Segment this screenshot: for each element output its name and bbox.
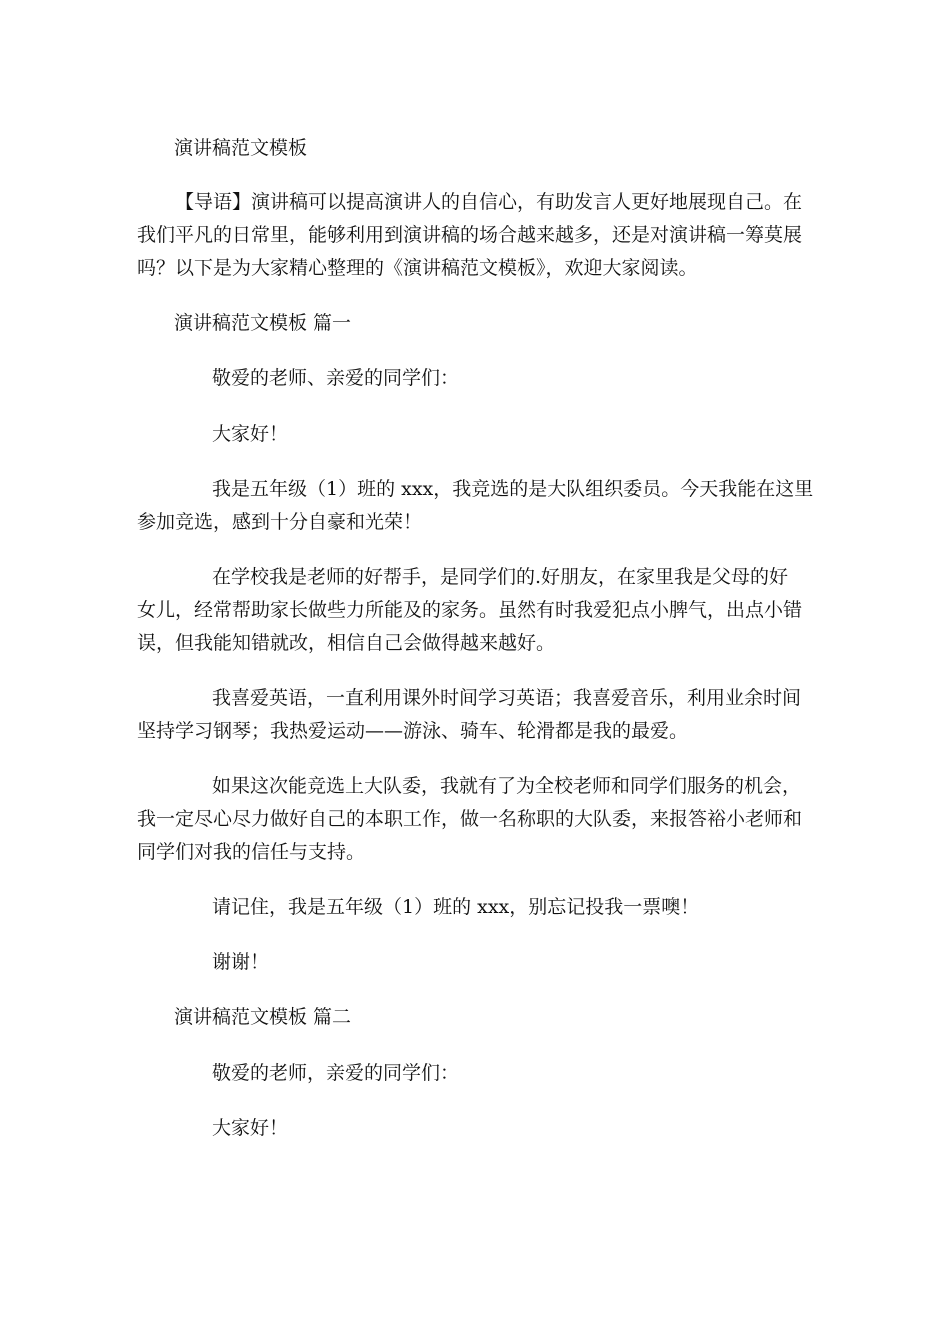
section-1-hello: 大家好！ xyxy=(212,423,289,445)
intro-line-2: 我们平凡的日常里，能够利用到演讲稿的场合越来越多，还是对演讲稿一筹莫展 xyxy=(137,224,803,246)
section-1-paragraph-1 xyxy=(137,473,812,539)
section-1-greeting: 敬爱的老师、亲爱的同学们： xyxy=(212,367,460,389)
section-1-thanks: 谢谢！ xyxy=(212,951,270,973)
intro-line-3: 吗？以下是为大家精心整理的《演讲稿范文模板》，欢迎大家阅读。 xyxy=(137,257,698,279)
section-1-heading: 演讲稿范文模板 篇一 xyxy=(174,312,352,334)
section-2-greeting: 敬爱的老师，亲爱的同学们： xyxy=(212,1062,460,1084)
s1-p1-line-1: 我是五年级（1）班的 xxx，我竞选的是大队组织委员。今天我能在这里 xyxy=(212,478,814,500)
s1-p4-line-2: 我一定尽心尽力做好自己的本职工作，做一名称职的大队委，来报答裕小老师和 xyxy=(137,808,803,830)
s1-p3-line-2: 坚持学习钢琴；我热爱运动——游泳、骑车、轮滑都是我的最爱。 xyxy=(137,720,689,742)
document-title: 演讲稿范文模板 xyxy=(174,137,308,159)
s1-p2-line-1: 在学校我是老师的好帮手，是同学们的.好朋友，在家里我是父母的好 xyxy=(212,566,789,588)
intro-line-1: 【导语】演讲稿可以提高演讲人的自信心，有助发言人更好地展现自己。在 xyxy=(175,191,803,213)
section-1-paragraph-4 xyxy=(137,770,812,869)
s1-p2-line-2: 女儿，经常帮助家长做些力所能及的家务。虽然有时我爱犯点小脾气，出点小错 xyxy=(137,599,803,621)
s1-p4-line-3: 同学们对我的信任与支持。 xyxy=(137,841,366,863)
s1-p3-line-1: 我喜爱英语，一直利用课外时间学习英语；我喜爱音乐，利用业余时间 xyxy=(212,687,802,709)
section-1-paragraph-5: 请记住，我是五年级（1）班的 xxx，别忘记投我一票噢！ xyxy=(212,896,700,918)
section-1-paragraph-2 xyxy=(137,561,812,660)
intro-paragraph xyxy=(137,186,812,285)
s1-p4-line-1: 如果这次能竞选上大队委，我就有了为全校老师和同学们服务的机会， xyxy=(212,775,802,797)
section-2-hello: 大家好！ xyxy=(212,1117,289,1139)
section-2-heading: 演讲稿范文模板 篇二 xyxy=(174,1006,352,1028)
s1-p1-line-2: 参加竞选，感到十分自豪和光荣！ xyxy=(137,511,423,533)
section-1-paragraph-3 xyxy=(137,682,812,748)
s1-p2-line-3: 误，但我能知错就改，相信自己会做得越来越好。 xyxy=(137,632,556,654)
